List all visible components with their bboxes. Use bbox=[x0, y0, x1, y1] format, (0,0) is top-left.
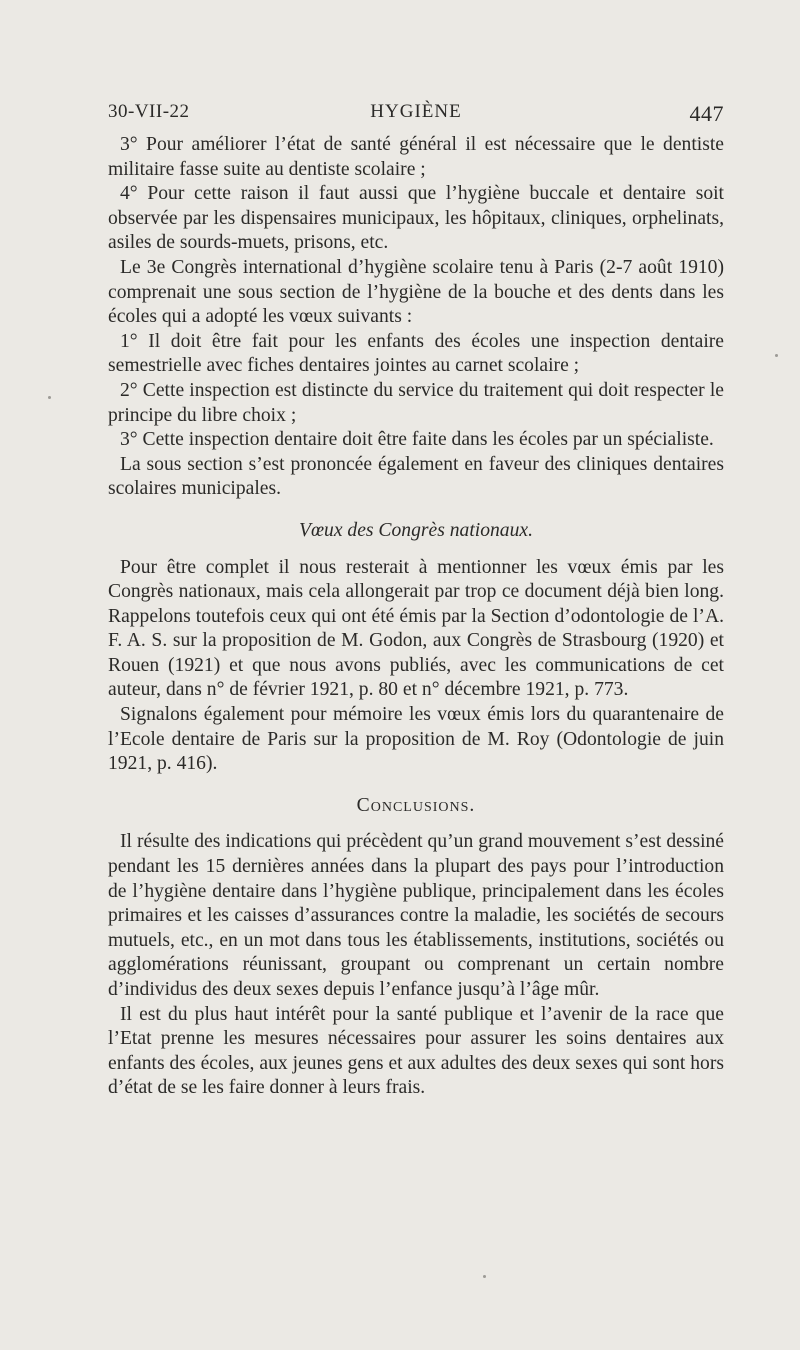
paragraph-wish-3: 3° Cette inspection dentaire doit être faite dans les écoles par un spécialiste. bbox=[120, 429, 714, 451]
header-date: 30-VII-22 bbox=[108, 101, 190, 122]
page-number: 447 bbox=[689, 101, 724, 126]
paper-speck bbox=[48, 396, 51, 399]
paragraph-wish-2: 2° Cette inspection est distincte du service du traitement qui doit respecter le principe du libre choix ; bbox=[108, 379, 724, 426]
section-heading-conclusions: Conclusions. bbox=[356, 794, 476, 816]
paragraph-recommendation-4: 4° Pour cette raison il faut aussi que l’hygiène buccale et dentaire soit observée par les dispensaires municipaux, les hôpitaux, cliniques, orphelinats, asiles de sourds-muets, prisons, etc. bbox=[108, 183, 724, 254]
page-body bbox=[108, 133, 724, 1101]
paragraph-wish-1: 1° Il doit être fait pour les enfants des écoles une inspection dentaire semestrielle avec fiches dentaires jointes au carnet scolaire ; bbox=[108, 330, 724, 377]
section-heading-national-congresses: Vœux des Congrès nationaux. bbox=[298, 519, 533, 541]
header-title: HYGIÈNE bbox=[370, 101, 462, 122]
paragraph-conclusion-2: Il est du plus haut intérêt pour la santé publique et l’avenir de la race que l’Etat prenne les mesures nécessaires pour assurer les soins dentaires aux enfants des écoles, aux jeunes gens et aux adultes des deux sexes qui sont hors d’état de se les faire donner à leurs frais. bbox=[108, 1003, 724, 1099]
paper-speck bbox=[775, 354, 778, 357]
paragraph-recommendation-3: 3° Pour améliorer l’état de santé général il est nécessaire que le dentiste militaire fasse suite au dentiste scolaire ; bbox=[108, 134, 724, 180]
running-header bbox=[108, 101, 724, 127]
paragraph-clinics: La sous section s’est prononcée également en faveur des cliniques dentaires scolaires municipales. bbox=[108, 453, 724, 500]
paragraph-congress-intro: Le 3e Congrès international d’hygiène scolaire tenu à Paris (2-7 août 1910) comprenait une sous section de l’hygiène de la bouche et des dents dans les écoles qui a adopté les vœux suivants : bbox=[108, 256, 724, 328]
paragraph-national-congresses: Pour être complet il nous resterait à mentionner les vœux émis par les Congrès nationaux, mais cela allongerait par trop ce document déjà bien long. Rappelons toutefois ceux qui ont été émis par la Section d’odontologie de l’A. F. A. S. sur la proposition de M. Godon, aux Congrès de Strasbourg (1920) et Rouen (1921) et que nous avons publiés, avec les communications de cet auteur, dans n° de février 1921, p. 80 et n° décembre 1921, p. 773. bbox=[108, 556, 724, 701]
paragraph-conclusion-1: Il résulte des indications qui précèdent qu’un grand mouvement s’est dessiné pendant les 15 dernières années dans la plupart des pays pour l’introduction de l’hygiène dentaire dans l’hygiène publique, principalement dans les écoles primaires et les caisses d’assurances contre la maladie, les sociétés de secours mutuels, etc., en un mot dans tous les établissements, institutions, sociétés ou agglomérations réunissant, groupant ou comprenant un certain nombre d’individus des deux sexes depuis l’enfance jusqu’à l’âge mûr. bbox=[108, 831, 724, 1000]
paper-speck bbox=[483, 1275, 486, 1278]
paragraph-quarantenaire: Signalons également pour mémoire les vœux émis lors du quarantenaire de l’Ecole dentaire de Paris sur la proposition de M. Roy (Odontologie de juin 1921, p. 416). bbox=[108, 704, 724, 775]
